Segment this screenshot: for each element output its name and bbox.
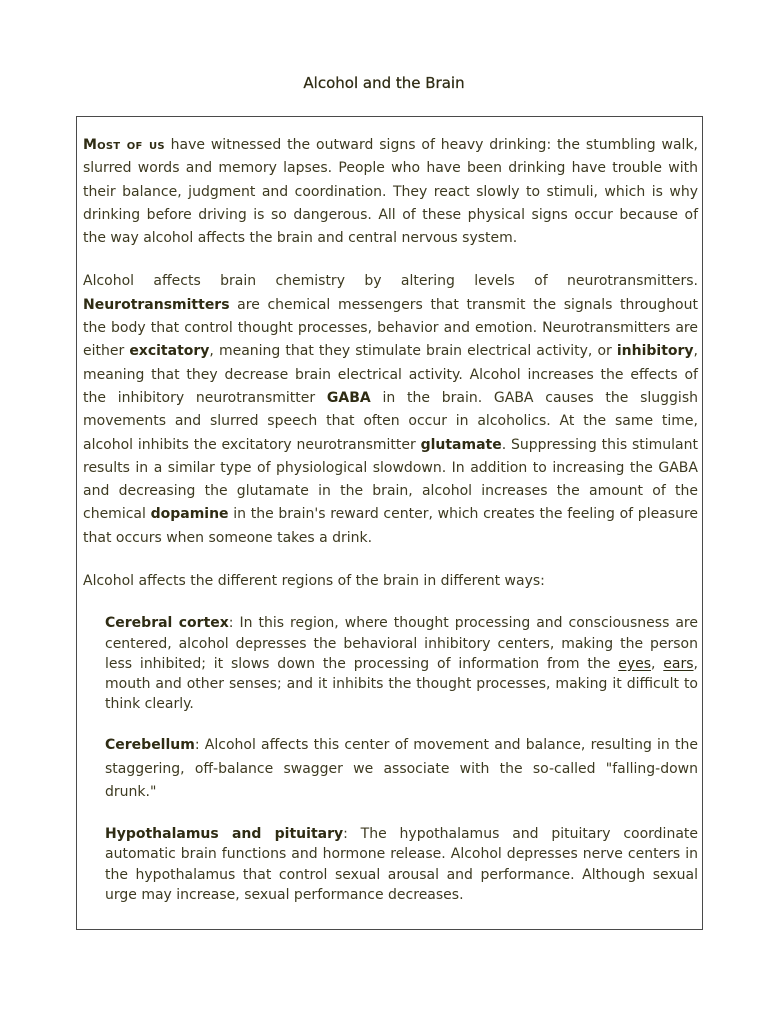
link-eyes[interactable]: eyes <box>618 655 651 672</box>
intro-paragraph <box>83 134 698 250</box>
term-dopamine: dopamine <box>150 506 229 523</box>
intro-lead-in: Most of us <box>83 137 165 153</box>
hypothalamus-text: : The hypothalamus and pituitary coordinate automatic brain functions and hormone release. Alcohol depresses nerve centers in the hypothalamus that control sexual arousal and performance. Although sexual urge may increase, sexual performance decreases. <box>105 826 698 903</box>
region-cerebellum <box>83 734 698 804</box>
document-title: Alcohol and the Brain <box>303 74 465 92</box>
region-hypothalamus <box>83 824 698 905</box>
chemistry-text-3: , meaning that they stimulate brain electrical activity, or <box>209 343 617 360</box>
cortex-text-1: : In this region, where thought processing and consciousness are centered, alcohol depresses the behavioral inhibitory centers, making the person less inhibited; it slows down the processing of information from the <box>105 615 698 672</box>
term-gaba: GABA <box>326 389 371 406</box>
term-inhibitory: inhibitory <box>616 343 694 360</box>
chemistry-paragraph <box>83 270 698 550</box>
chemistry-text-6: . Suppressing this stimulant results in a similar type of physiological slowdown. In addition to increasing the GABA and decreasing the glutamate in the brain, alcohol increases the amount of the chemical <box>83 436 698 523</box>
cortex-separator: , <box>651 655 664 672</box>
region-cerebral-cortex <box>83 613 698 714</box>
intro-text: have witnessed the outward signs of heavy drinking: the stumbling walk, slurred words and memory lapses. People who have been drinking have trouble with their balance, judgment and coordination. They react slowly to stimuli, which is why drinking before driving is so dangerous. All of these physical signs occur because of the way alcohol affects the brain and central nervous system. <box>83 137 698 247</box>
cerebellum-text: : Alcohol affects this center of movement and balance, resulting in the staggering, off-balance swagger we associate with the so-called "falling-down drunk." <box>105 737 698 800</box>
term-hypothalamus-pituitary: Hypothalamus and pituitary <box>105 826 344 843</box>
chemistry-text-4: , meaning that they decrease brain electrical activity. Alcohol increases the effects of the inhibitory neurotransmitter <box>83 343 698 406</box>
term-excitatory: excitatory <box>129 343 210 360</box>
link-ears[interactable]: ears <box>663 655 694 672</box>
chemistry-text-2: are chemical messengers that transmit the signals throughout the body that control thought processes, behavior and emotion. Neurotransmitters are either <box>83 296 698 360</box>
term-cerebellum: Cerebellum <box>105 737 195 754</box>
term-cerebral-cortex: Cerebral cortex <box>105 615 229 632</box>
chemistry-text-5: in the brain. GABA causes the sluggish movements and slurred speech that often occur in alcoholics. At the same time, alcohol inhibits the excitatory neurotransmitter <box>83 389 698 453</box>
cortex-text-2: , mouth and other senses; and it inhibits the thought processes, making it difficult to think clearly. <box>105 655 698 713</box>
article-body <box>83 134 698 905</box>
chemistry-text-7: in the brain's reward center, which creates the feeling of pleasure that occurs when someone takes a drink. <box>83 506 699 546</box>
term-glutamate: glutamate <box>420 436 502 453</box>
term-neurotransmitters: Neurotransmitters <box>83 296 230 313</box>
chemistry-text-1: Alcohol affects brain chemistry by altering levels of neurotransmitters. <box>83 273 698 290</box>
regions-intro: Alcohol affects the different regions of the brain in different ways: <box>83 573 545 590</box>
